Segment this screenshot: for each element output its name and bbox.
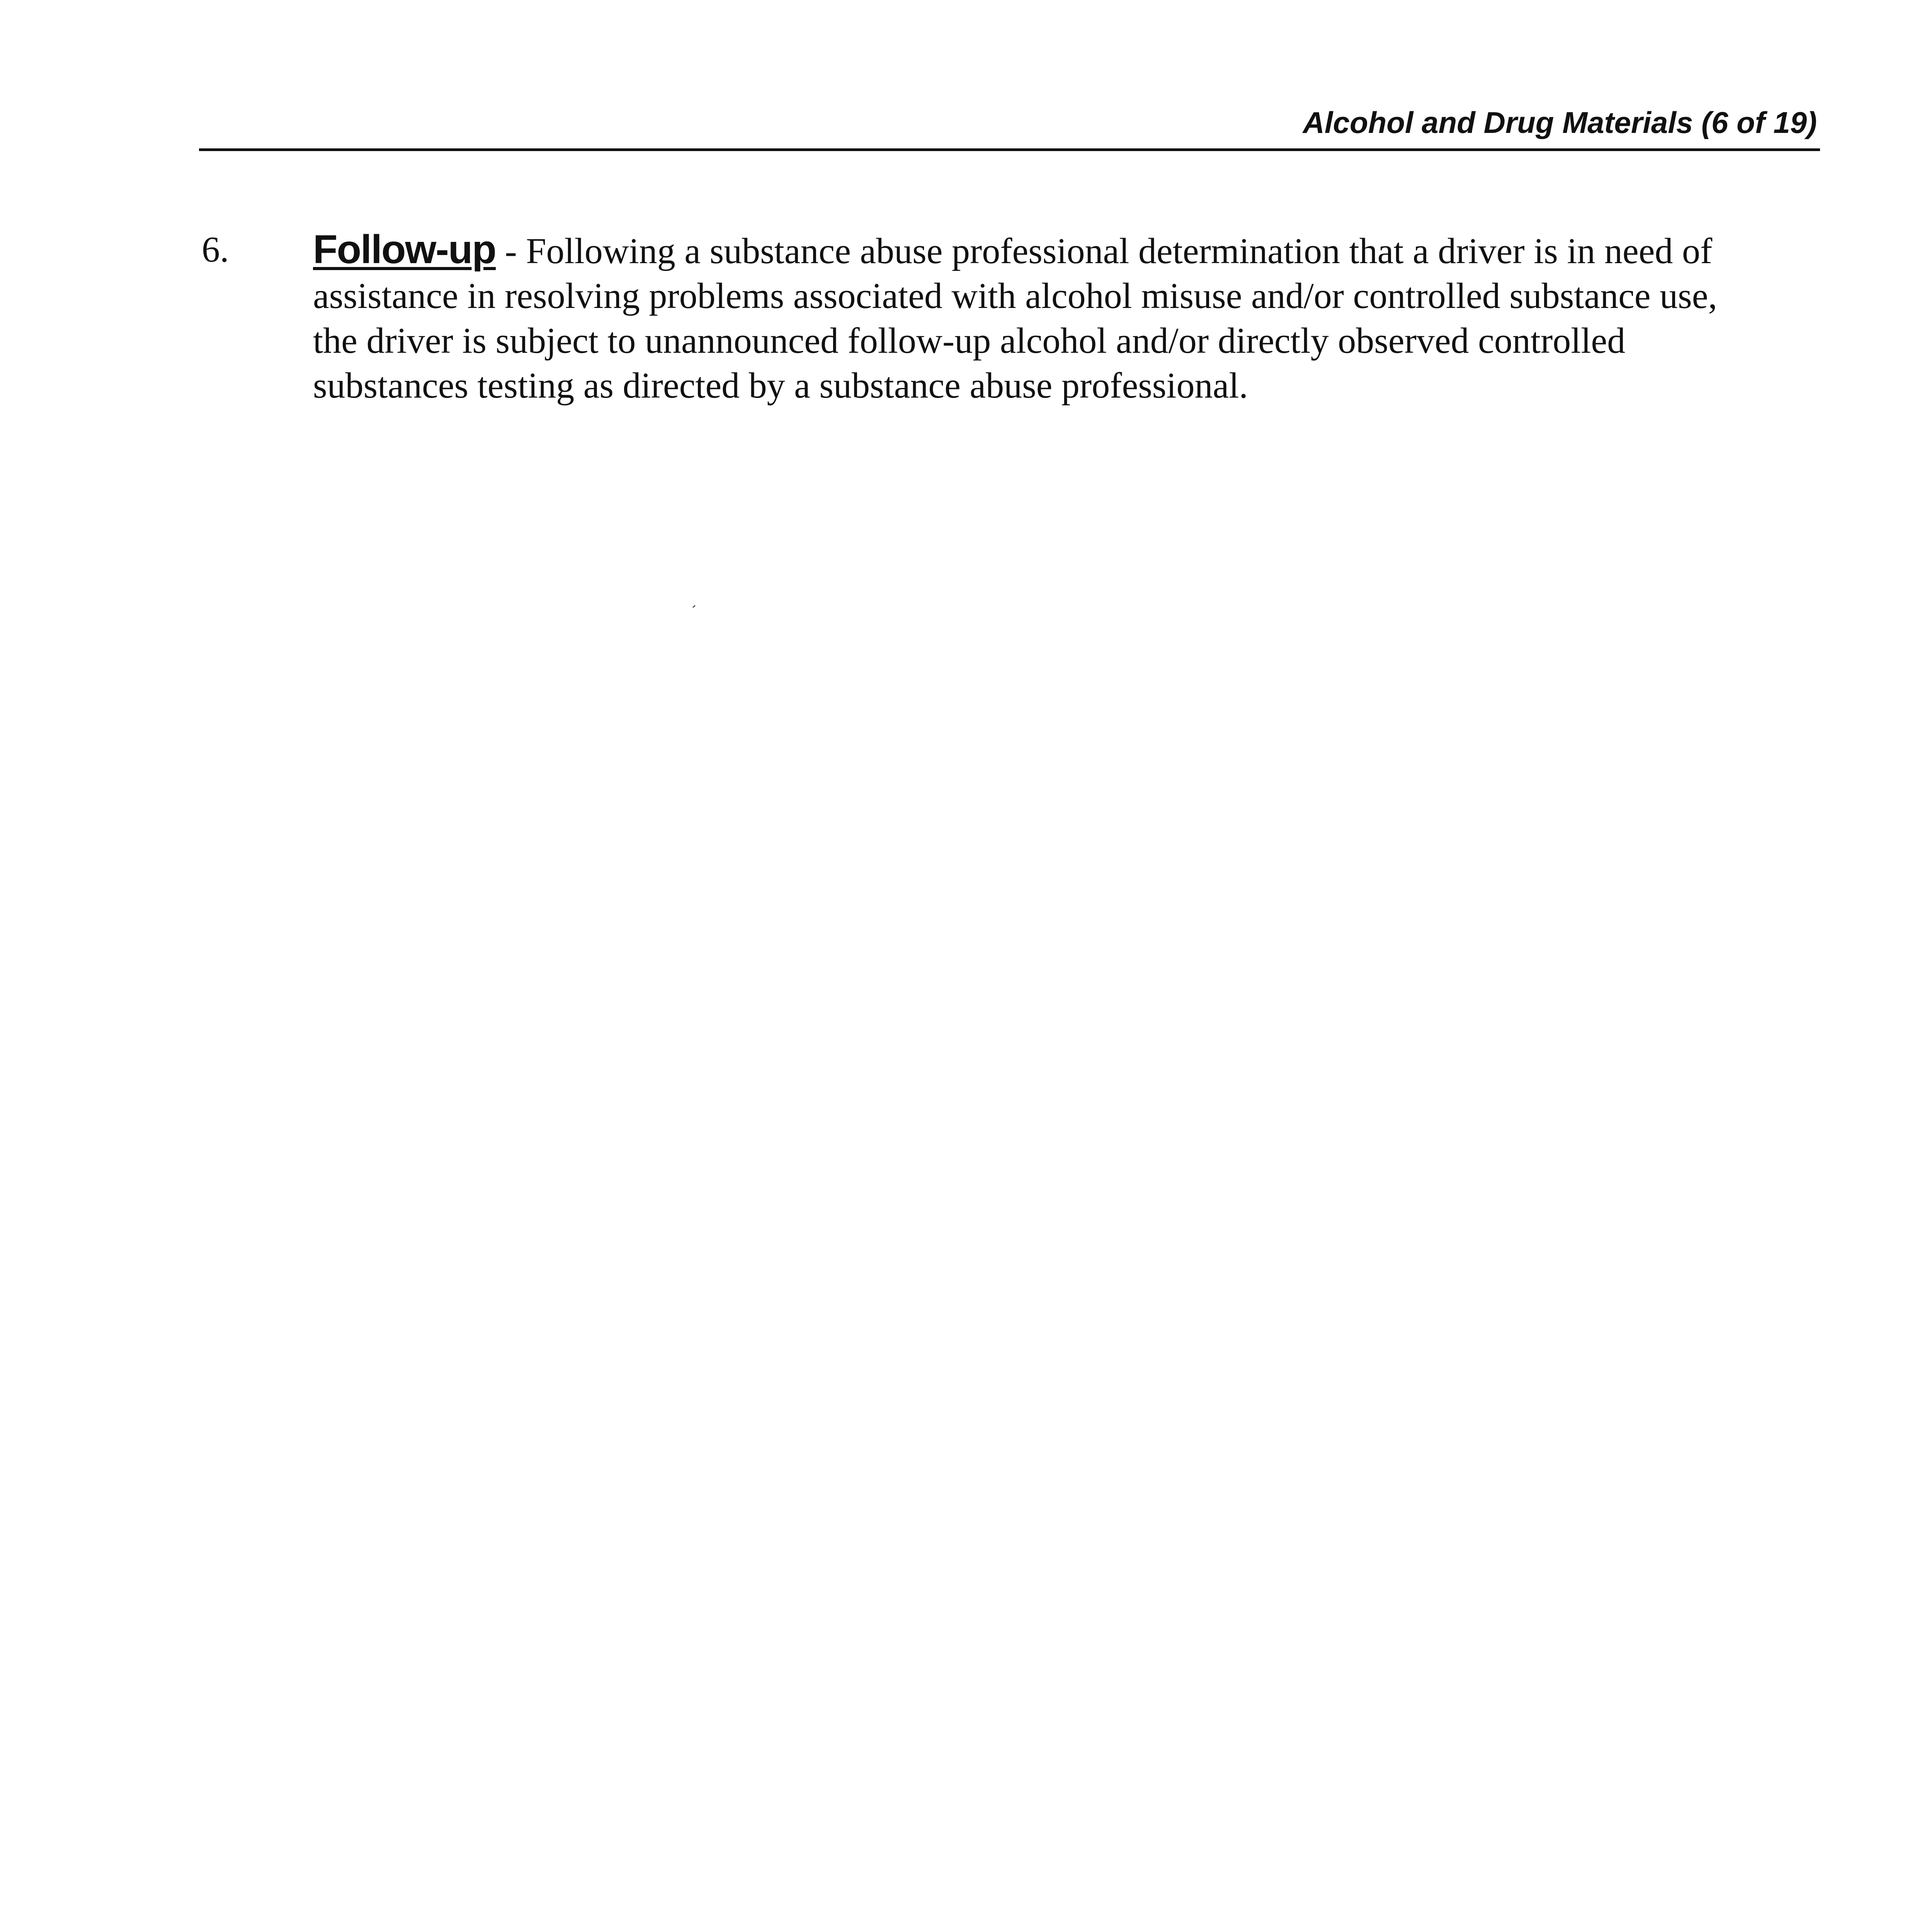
defined-term: Follow-up bbox=[313, 227, 496, 272]
item-text-line-3: the driver is subject to unannounced follow-up alcohol and/or directly observed controlled bbox=[313, 321, 1626, 361]
item-text-line-4: substances testing as directed by a substance abuse professional. bbox=[313, 366, 1248, 406]
item-text-line-1: - Following a substance abuse professional determination that a driver is in need of bbox=[495, 231, 1713, 271]
list-item-body bbox=[313, 227, 1766, 408]
item-text-line-2: assistance in resolving problems associated with alcohol misuse and/or controlled substance use, bbox=[313, 276, 1717, 316]
running-header-title: Alcohol and Drug Materials (6 of 19) bbox=[1303, 105, 1817, 139]
header-divider bbox=[199, 148, 1820, 151]
list-item-first-line bbox=[313, 227, 1766, 274]
list-item-number: 6. bbox=[202, 230, 229, 270]
scan-speck bbox=[692, 605, 696, 608]
